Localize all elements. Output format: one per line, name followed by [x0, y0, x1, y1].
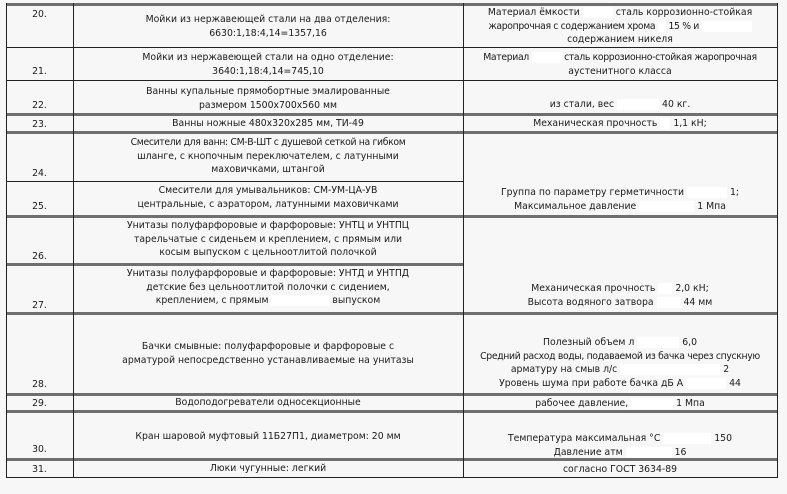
item-name — [73, 85, 463, 112]
table-right-border — [777, 3, 778, 478]
item-spec — [463, 336, 777, 390]
row-number: 31. — [32, 464, 47, 475]
item-spec-line: Механическая прочность 1,1 кН; — [533, 118, 707, 129]
row-number: 22. — [32, 100, 47, 111]
row-number: 26. — [32, 251, 47, 262]
redacted-blank — [271, 295, 329, 306]
table-left-border — [6, 3, 7, 478]
item-spec — [463, 117, 777, 131]
item-name-line: центральные, с аэратором, латунными маховичками — [137, 198, 399, 210]
item-name — [73, 430, 463, 444]
item-name-line: Мойки из нержавеющей стали на два отделения: — [145, 14, 391, 25]
row-number: 23. — [32, 119, 47, 130]
item-spec — [463, 98, 777, 112]
item-spec-line: Средний расход воды, подаваемой из бачка через спускную — [480, 350, 760, 362]
redacted-blank — [687, 187, 727, 198]
row-divider — [6, 80, 777, 81]
item-name — [73, 13, 463, 40]
item-name-line: Мойки из нержавеющей стали на одно отделение: — [142, 52, 394, 63]
row-divider — [6, 458, 777, 461]
item-name — [73, 396, 463, 410]
redacted-blank — [639, 201, 694, 212]
row-number: 27. — [32, 300, 47, 311]
item-name — [73, 219, 463, 260]
item-spec-line: Материал сталь коррозионно-стойкая жаропрочная — [483, 52, 757, 63]
item-name-line: 6630:1,18:4,14=1357,16 — [209, 27, 327, 39]
item-name-line: косым выпуском с цельноотлитой полочкой — [159, 247, 377, 258]
table-bottom-border — [6, 477, 777, 478]
item-spec-line: из стали, вес 40 кг. — [549, 99, 691, 110]
row-number: 24. — [32, 168, 47, 179]
item-spec — [463, 463, 777, 477]
item-spec — [463, 6, 777, 47]
row-divider — [6, 131, 777, 134]
item-name — [73, 340, 463, 367]
item-name-line: маховичками, штангой — [211, 164, 325, 175]
item-name — [73, 184, 463, 211]
item-name — [73, 51, 463, 78]
row-number: 25. — [32, 201, 47, 212]
item-spec-line: Материал ёмкости сталь коррозионно-стойкая — [487, 7, 753, 18]
item-spec-line: Полезный объем л 6,0 — [542, 337, 698, 348]
row-divider — [6, 215, 777, 218]
column-divider — [463, 3, 464, 478]
item-name — [73, 267, 463, 308]
row-number: 29. — [32, 398, 47, 409]
item-name-line: Кран шаровой муфтовый 11Б27П1, диаметром: 20 мм — [135, 431, 401, 442]
item-name-line: креплением, с прямым выпуском — [155, 295, 381, 306]
item-name-line: Смесители для ванн: СМ-В-ШТ с душевой сеткой на гибком — [130, 137, 406, 148]
specification-table — [6, 3, 777, 477]
item-spec-line: Высота водяного затвора 44 мм — [527, 296, 713, 308]
row-number: 20. — [32, 9, 47, 20]
redacted-blank — [620, 364, 720, 375]
item-name-line: Бачки смывные: полуфарфоровые и фарфоровые с — [141, 341, 395, 352]
row-divider — [6, 410, 777, 413]
row-number: 21. — [32, 66, 47, 77]
item-name-line: размером 1500х700х560 мм — [199, 99, 337, 111]
row-divider — [6, 181, 463, 182]
redacted-blank — [626, 447, 672, 458]
item-name-line: Унитазы полуфарфоровые и фарфоровые: УНТД и УНТПД — [126, 268, 410, 279]
item-name-line: детские без цельноотлитой полочки с сидением, — [146, 281, 390, 293]
redacted-blank — [657, 297, 681, 308]
row-divider — [6, 47, 777, 48]
item-name — [73, 117, 463, 131]
item-spec — [463, 397, 777, 411]
row-number: 30. — [32, 444, 47, 455]
redacted-blank — [532, 52, 562, 63]
redacted-blank — [660, 118, 670, 129]
item-spec-line: Уровень шума при работе бачка дБ А 44 — [499, 377, 741, 389]
row-divider — [6, 312, 777, 315]
item-name-line: Водоподогреватели односекционные — [175, 397, 361, 408]
item-spec-line: Давление атм 16 — [553, 446, 687, 458]
item-spec-line: Механическая прочность 2,0 кН; — [531, 283, 709, 294]
redacted-blank — [663, 433, 711, 444]
item-spec — [463, 432, 777, 459]
item-name-line: Люки чугунные: легкий — [209, 463, 327, 474]
item-spec-line: Группа по параметру герметичности 1; — [500, 187, 739, 198]
redacted-blank — [617, 99, 659, 110]
redacted-blank — [631, 398, 673, 409]
row-number: 28. — [32, 379, 47, 390]
item-name-line: арматурой непосредственно устанавливаемые на унитазы — [122, 354, 414, 366]
redacted-blank — [637, 337, 679, 348]
table-top-border — [6, 3, 777, 6]
item-spec — [463, 51, 777, 78]
item-name-line: Ванны купальные прямобортные эмалированные — [146, 86, 390, 97]
item-spec-line: согласно ГОСТ 3634-89 — [562, 464, 678, 475]
row-divider — [6, 113, 777, 116]
item-spec-line: арматуру на смыв л/с 2 — [510, 364, 730, 375]
item-spec-line: Максимальное давление 1 Мпа — [514, 200, 726, 212]
redacted-blank — [702, 21, 752, 32]
item-spec-line: содержанием никеля — [567, 34, 673, 45]
item-name-line: Унитазы полуфарфоровые и фарфоровые: УНТЦ и УНТПЦ — [126, 220, 410, 231]
item-name — [73, 462, 463, 476]
redacted-blank — [658, 283, 672, 294]
item-spec-line: рабочее давление, 1 Мпа — [535, 398, 705, 409]
item-spec-line: Температура максимальная °С 150 — [507, 433, 733, 444]
column-divider — [73, 3, 74, 478]
item-name-line: Смесители для умывальников: СМ-УМ-ЦА-УВ — [158, 185, 378, 196]
item-spec — [463, 186, 777, 213]
item-spec-line: аустенитного класса — [568, 65, 672, 77]
redacted-blank — [583, 7, 613, 18]
item-name-line: Ванны ножные 480х320х285 мм, ТИ-49 — [172, 118, 364, 129]
item-spec-line: жаропрочная с содержанием хрома 15 % и — [463, 20, 777, 34]
row-divider — [6, 263, 463, 266]
redacted-blank — [686, 378, 726, 389]
item-name — [73, 136, 463, 177]
item-name-line: тарельчатые с сиденьем и креплением, с прямым или — [133, 233, 403, 245]
item-name-line: 3640:1,18:4,14=745,10 — [212, 65, 324, 77]
item-name-line: шланге, с кнопочным переключателем, с латунными — [137, 150, 399, 162]
item-spec — [463, 282, 777, 309]
redacted-blank — [658, 21, 666, 32]
